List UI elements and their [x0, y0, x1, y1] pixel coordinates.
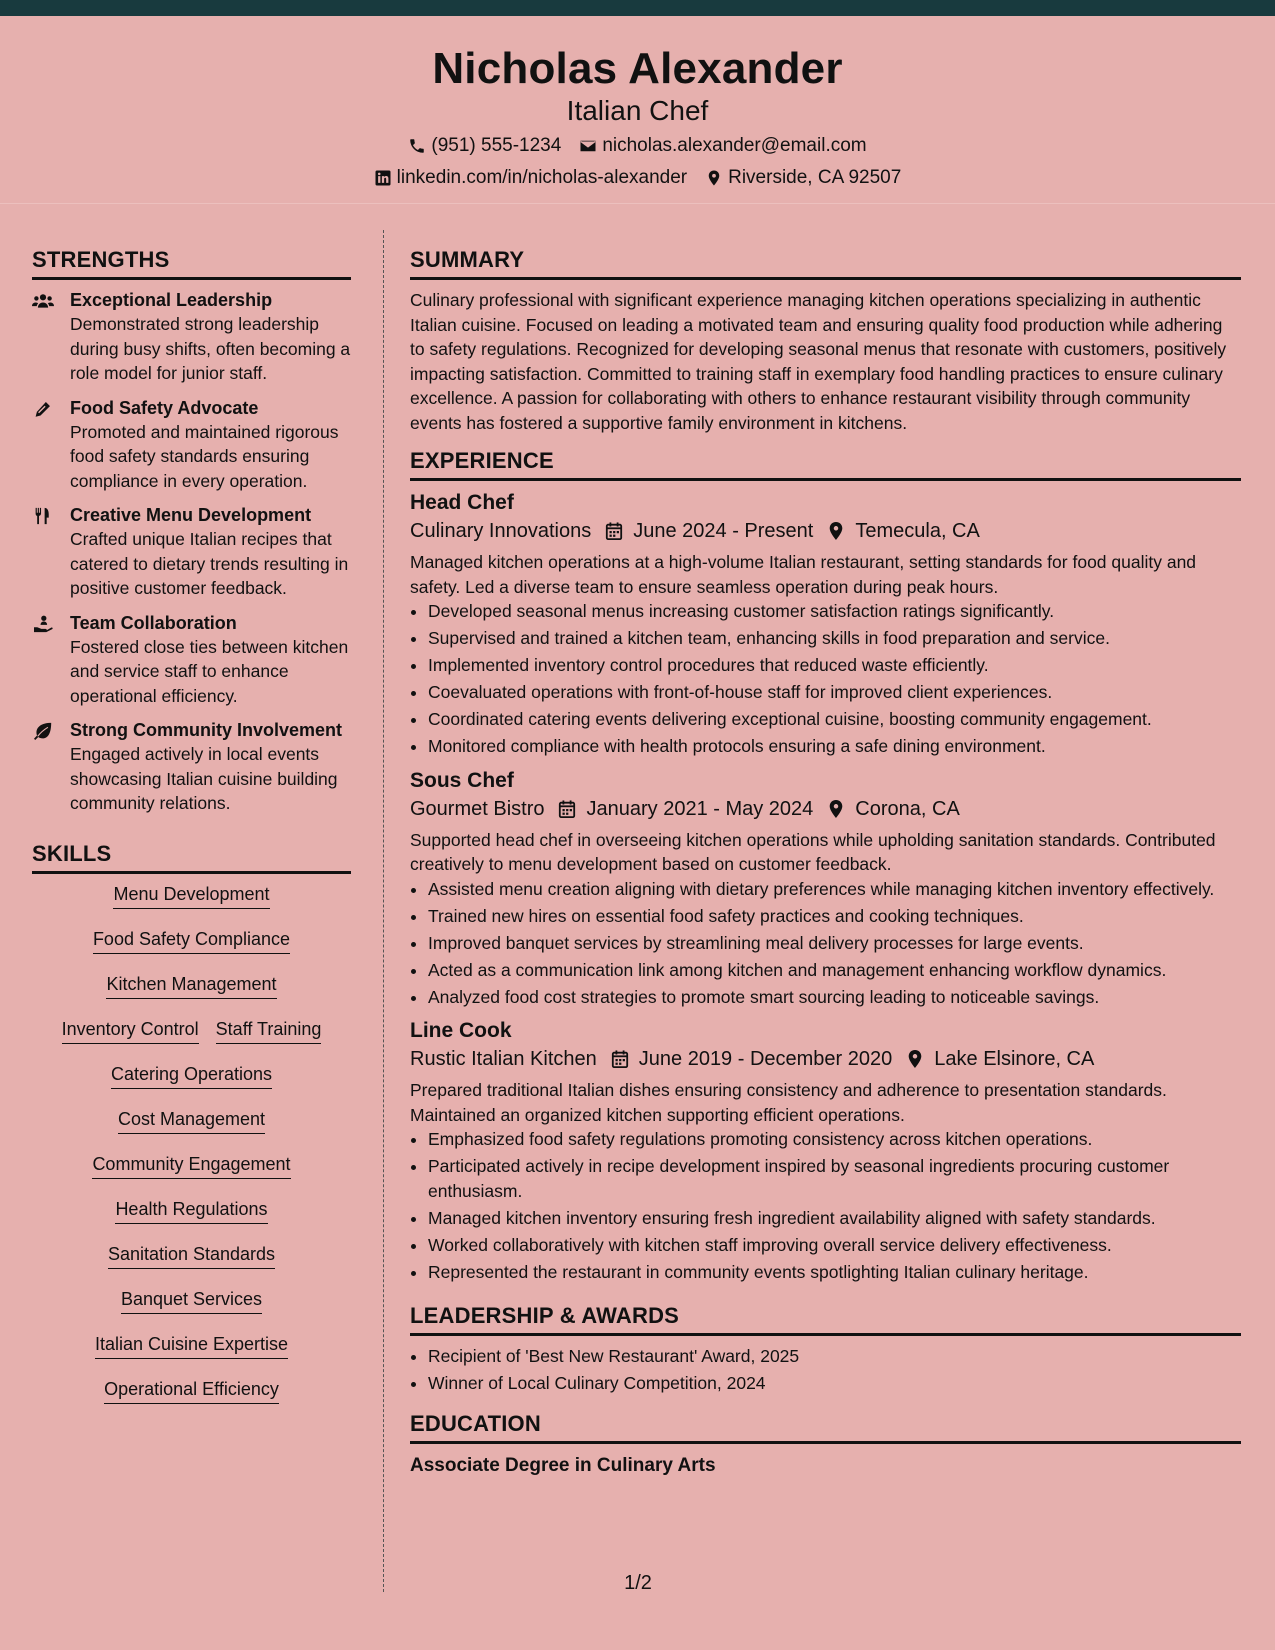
- job-dates: January 2021 - May 2024: [586, 797, 814, 820]
- strength-desc: Crafted unique Italian recipes that catered to dietary trends resulting in positive customer feedback.: [70, 529, 349, 598]
- job-location: Lake Elsinore, CA: [934, 1048, 1095, 1070]
- strength-title: Food Safety Advocate: [70, 397, 259, 418]
- linkedin-contact[interactable]: [374, 166, 687, 190]
- strength-desc: Engaged actively in local events showcasing Italian cuisine building community relations.: [70, 744, 338, 813]
- job-location: Corona, CA: [855, 797, 960, 820]
- skill-tag: Health Regulations: [115, 1197, 267, 1224]
- skill-tag: Banquet Services: [121, 1287, 262, 1314]
- strength-title: Creative Menu Development: [70, 505, 312, 525]
- job-dates: June 2024 - Present: [633, 520, 814, 542]
- job-company: Rustic Italian Kitchen: [410, 1048, 597, 1070]
- skill-tag: Italian Cuisine Expertise: [95, 1332, 288, 1359]
- job-bullet: • Worked collaboratively with kitchen staff improving overall service delivery effectiveness.: [428, 1233, 1241, 1258]
- job-bullet: • Emphasized food safety regulations promoting consistency across kitchen operations.: [428, 1127, 1241, 1152]
- job-meta: [410, 1045, 1241, 1073]
- job-bullet: • Developed seasonal menus increasing customer satisfaction ratings significantly.: [428, 599, 1241, 624]
- candidate-title: Italian Chef: [566, 95, 709, 126]
- award-item: • Winner of Local Culinary Competition, 2024: [428, 1371, 1241, 1396]
- awards-list: [410, 1344, 1241, 1396]
- pencil-icon: [32, 396, 70, 494]
- strength-title: Exceptional Leadership: [70, 290, 273, 310]
- skill-tag: Community Engagement: [92, 1152, 290, 1179]
- strength-item: [32, 396, 351, 494]
- calendar-icon: [558, 799, 576, 819]
- leaf-icon: [32, 718, 70, 816]
- strength-desc: Promoted and maintained rigorous food safety standards ensuring compliance in every operation.: [70, 421, 339, 491]
- email-contact[interactable]: [579, 134, 866, 158]
- map-marker-icon: [827, 799, 845, 819]
- phone-text: (951) 555-1234: [431, 135, 562, 156]
- map-marker-icon: [705, 169, 723, 187]
- award-item: • Recipient of 'Best New Restaurant' Award, 2025: [428, 1344, 1241, 1369]
- skills-heading: SKILLS: [32, 838, 351, 874]
- strength-title: Strong Community Involvement: [70, 720, 343, 740]
- job-company: Gourmet Bistro: [410, 797, 545, 820]
- right-column: [410, 244, 1241, 1480]
- skill-tag: Cost Management: [118, 1107, 265, 1134]
- job-title: Sous Chef: [410, 768, 514, 792]
- strength-item: [32, 611, 351, 709]
- job-description: Supported head chef in overseeing kitchen operations while upholding sanitation standards. Contributed creatively to menu development based on customer feedback.: [410, 829, 1216, 874]
- header-divider: [0, 203, 1275, 204]
- skill-tag: Staff Training: [216, 1017, 322, 1044]
- job-bullet: • Acted as a communication link among kitchen and management enhancing workflow dynamics.: [428, 958, 1241, 983]
- job-bullet: • Monitored compliance with health protocols ensuring a safe dining environment.: [428, 734, 1241, 759]
- map-marker-icon: [827, 521, 845, 541]
- job-bullet: • Assisted menu creation aligning with dietary preferences while managing kitchen inventory effectively.: [428, 877, 1241, 902]
- phone-icon: [408, 137, 426, 155]
- email-text: nicholas.alexander@email.com: [602, 135, 867, 156]
- job-bullet: • Represented the restaurant in community events spotlighting Italian culinary heritage.: [428, 1260, 1241, 1285]
- job-bullet: • Analyzed food cost strategies to promote smart sourcing leading to noticeable savings.: [428, 985, 1241, 1010]
- job-bullets: [410, 877, 1241, 1010]
- candidate-name: Nicholas Alexander: [432, 44, 843, 93]
- users-icon: [32, 288, 70, 386]
- education-degree: Associate Degree in Culinary Arts: [410, 1454, 716, 1476]
- job-bullet: • Improved banquet services by streamlining meal delivery processes for large events.: [428, 931, 1241, 956]
- left-column: [32, 244, 351, 1422]
- skill-tag: Food Safety Compliance: [93, 927, 290, 954]
- contact-row-1: [0, 134, 1275, 158]
- strength-item: [32, 503, 351, 601]
- job-location: Temecula, CA: [855, 520, 980, 542]
- education-heading: EDUCATION: [410, 1408, 1241, 1444]
- job-description: Managed kitchen operations at a high-volume Italian restaurant, setting standards for food quality and safety. Led a diverse team to ensure seamless operation during peak hours.: [410, 552, 1197, 597]
- job-dates: June 2019 - December 2020: [638, 1048, 893, 1070]
- job-company: Culinary Innovations: [410, 520, 592, 542]
- strength-desc: Fostered close ties between kitchen and service staff to enhance operational efficiency.: [70, 636, 349, 706]
- job-meta: [410, 795, 1241, 823]
- job-description: Prepared traditional Italian dishes ensuring consistency and adherence to presentation standards. Maintained an organized kitchen supporting efficient operations.: [410, 1080, 1167, 1125]
- job-entry: [410, 767, 1241, 1010]
- map-marker-icon: [906, 1049, 924, 1069]
- utensils-icon: [32, 503, 70, 601]
- calendar-icon: [605, 521, 623, 541]
- job-meta: [410, 517, 1241, 545]
- job-bullet: • Coevaluated operations with front-of-house staff for improved client experiences.: [428, 680, 1241, 705]
- linkedin-icon: [374, 169, 392, 187]
- job-bullet: • Managed kitchen inventory ensuring fresh ingredient availability aligned with safety standards.: [428, 1206, 1241, 1231]
- skill-tag: Kitchen Management: [106, 972, 276, 999]
- job-bullet: • Implemented inventory control procedures that reduced waste efficiently.: [428, 653, 1241, 678]
- job-bullet: • Participated actively in recipe development inspired by seasonal ingredients procuring customer enthusiasm.: [428, 1154, 1241, 1203]
- strength-item: [32, 718, 351, 816]
- column-divider: [383, 230, 384, 1592]
- strengths-heading: STRENGTHS: [32, 244, 351, 280]
- summary-text: Culinary professional with significant experience managing kitchen operations specializing in authentic Italian cuisine. Focused on leading a motivated team and ensuring quality food production while adhering to safety regulations. Recognized for developing seasonal menus that resonate with customers, positively impacting satisfaction. Committed to training staff in exemplary food handling practices to ensure culinary excellence. A passion for collaborating with others to enhance restaurant visibility through community events has fostered a supportive family environment in kitchens.: [410, 290, 1227, 433]
- awards-heading: LEADERSHIP & AWARDS: [410, 1300, 1241, 1336]
- experience-heading: EXPERIENCE: [410, 445, 1241, 481]
- skill-tag: Operational Efficiency: [104, 1377, 279, 1404]
- job-bullets: [410, 599, 1241, 759]
- skill-tag: Inventory Control: [62, 1017, 199, 1044]
- strength-item: [32, 288, 351, 386]
- skills-list: [32, 882, 351, 1422]
- skill-tag: Catering Operations: [111, 1062, 272, 1089]
- job-bullet: • Supervised and trained a kitchen team, enhancing skills in food preparation and service.: [428, 626, 1241, 651]
- envelope-icon: [579, 137, 597, 155]
- job-entry: [410, 1017, 1241, 1284]
- page-number: 1/2: [624, 1572, 652, 1594]
- resume-header: [0, 16, 1275, 204]
- strength-title: Team Collaboration: [70, 612, 237, 633]
- summary-heading: SUMMARY: [410, 244, 1241, 280]
- job-bullets: [410, 1127, 1241, 1284]
- contact-row-2: [0, 166, 1275, 190]
- top-color-band: [0, 0, 1275, 16]
- job-bullet: • Trained new hires on essential food safety practices and cooking techniques.: [428, 904, 1241, 929]
- calendar-icon: [611, 1049, 629, 1069]
- linkedin-text: linkedin.com/in/nicholas-alexander: [396, 167, 688, 188]
- job-title: Line Cook: [410, 1019, 512, 1042]
- phone-contact[interactable]: [408, 134, 561, 158]
- location-text: Riverside, CA 92507: [728, 167, 902, 188]
- strength-desc: Demonstrated strong leadership during busy shifts, often becoming a role model for junior staff.: [70, 314, 351, 383]
- skill-tag: Sanitation Standards: [108, 1242, 275, 1269]
- skill-tag: Menu Development: [113, 882, 269, 909]
- hand-holding-person-icon: [32, 611, 70, 709]
- location-contact: [705, 166, 901, 190]
- job-bullet: • Coordinated catering events delivering exceptional cuisine, boosting community engagement.: [428, 707, 1241, 732]
- job-entry: [410, 489, 1241, 759]
- job-title: Head Chef: [410, 491, 514, 514]
